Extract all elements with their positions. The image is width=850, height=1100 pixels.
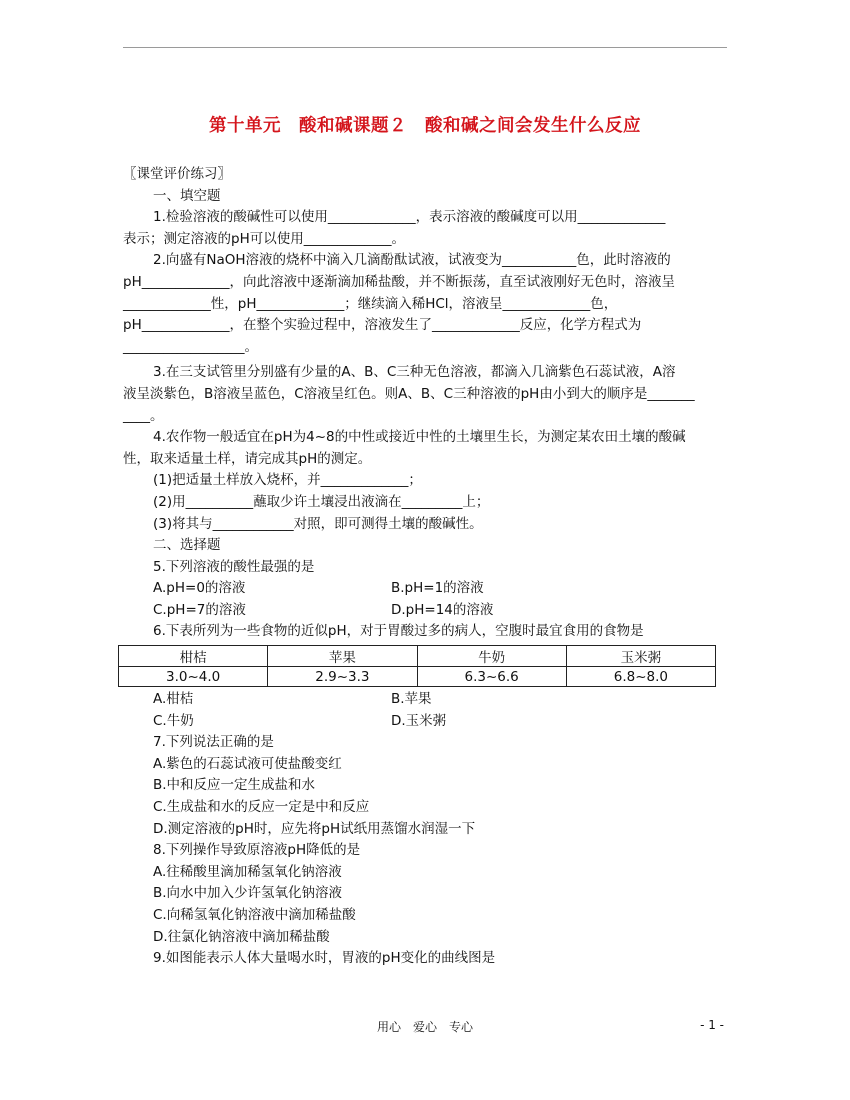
header-rule [123,47,727,48]
q7-stem: 7.下列说法正确的是 [153,734,274,751]
q3-line1: 3.在三支试管里分别盛有少量的A、B、C三种无色溶液，都滴入几滴紫色石蕊试液，A溶 [153,364,676,381]
food-ph-table [118,645,716,687]
q6-option-c: C.牛奶 [153,712,194,729]
q4-line1: 4.农作物一般适宜在pH为4~8的中性或接近中性的土壤里生长，为测定某农田土壤的酸碱 [153,429,686,446]
q2-line1: 2.向盛有NaOH溶液的烧杯中滴入几滴酚酞试液，试液变为___________色，此时溶液的 [153,252,671,269]
q5-stem: 5.下列溶液的酸性最强的是 [153,558,315,575]
q7-option-b: B.中和反应一定生成盐和水 [153,777,316,794]
q4-step1: (1)把适量土样放入烧杯，并_____________； [153,472,422,489]
table-cell: 2.9~3.3 [268,667,417,687]
q2-line5: __________________。 [123,338,258,355]
q6-options-row1 [123,689,727,711]
q7-option-d: D.测定溶液的pH时，应先将pH试纸用蒸馏水润湿一下 [153,820,476,837]
q5-options-row2 [123,600,727,622]
table-header-cell: 牛奶 [417,646,566,667]
q5-option-a: A.pH=0的溶液 [153,580,246,597]
q4-line2: 性，取来适量土样，请完成其pH的测定。 [123,450,372,467]
q2-line4: pH_____________，在整个实验过程中，溶液发生了_____________反应，化学方程式为 [123,317,642,334]
q3-line3: ____。 [123,407,164,424]
document-body [123,164,727,970]
table-header-cell: 苹果 [268,646,417,667]
q8-stem: 8.下列操作导致原溶液pH降低的是 [153,842,361,859]
q8-option-d: D.往氯化钠溶液中滴加稀盐酸 [153,928,330,945]
table-cell: 6.8~8.0 [566,667,715,687]
table-cell: 6.3~6.6 [417,667,566,687]
footer-motto: 用心 爱心 专心 [376,1020,473,1034]
table-row [119,667,716,687]
q1-line2: 表示；测定溶液的pH可以使用_____________。 [123,230,405,247]
q3-line2: 液呈淡紫色，B溶液呈蓝色，C溶液呈红色。则A、B、C三种溶液的pH由小到大的顺序是_______ [123,385,695,402]
q8-option-a: A.往稀酸里滴加稀氢氧化钠溶液 [153,863,342,880]
q9-stem: 9.如图能表示人体大量喝水时，胃液的pH变化的曲线图是 [153,950,496,967]
part2-heading: 二、选择题 [153,537,221,554]
q5-option-d: D.pH=14的溶液 [391,601,494,618]
table-header-row [119,646,716,667]
page-number: - 1 - [700,1018,724,1032]
table-header-cell: 柑桔 [119,646,268,667]
q2-line3: _____________性，pH_____________；继续滴入稀HCl，溶液呈_____________色， [123,295,618,312]
q4-step2: (2)用__________蘸取少许土壤浸出液滴在_________上； [153,493,490,510]
table-header-cell: 玉米粥 [566,646,715,667]
q6-stem: 6.下表所列为一些食物的近似pH，对于胃酸过多的病人，空腹时最宜食用的食物是 [153,623,644,640]
q6-option-b: B.苹果 [391,691,432,708]
part1-heading: 一、填空题 [153,187,221,204]
page-title: 第十单元 酸和碱课题２ 酸和碱之间会发生什么反应 [209,116,641,136]
q7-option-a: A.紫色的石蕊试液可使盐酸变红 [153,755,342,772]
q7-option-c: C.生成盐和水的反应一定是中和反应 [153,799,370,816]
q6-option-d: D.玉米粥 [391,712,447,729]
table-cell: 3.0~4.0 [119,667,268,687]
q6-options-row2 [123,711,727,733]
q4-step3: (3)将其与____________对照，即可测得土壤的酸碱性。 [153,515,483,532]
section-header: 〖课堂评价练习〗 [123,166,231,182]
q8-option-c: C.向稀氢氧化钠溶液中滴加稀盐酸 [153,907,356,923]
q2-line2: pH_____________，向此溶液中逐渐滴加稀盐酸，并不断振荡，直至试液刚好无色时，溶液呈 [123,273,675,290]
q5-option-c: C.pH=7的溶液 [153,601,246,618]
q1-line1: 1.检验溶液的酸碱性可以使用_____________，表示溶液的酸碱度可以用_____________ [153,209,666,226]
q5-option-b: B.pH=1的溶液 [391,580,484,597]
q5-options-row1 [123,578,727,600]
q8-option-b: B.向水中加入少许氢氧化钠溶液 [153,885,343,902]
q6-option-a: A.柑桔 [153,691,194,708]
